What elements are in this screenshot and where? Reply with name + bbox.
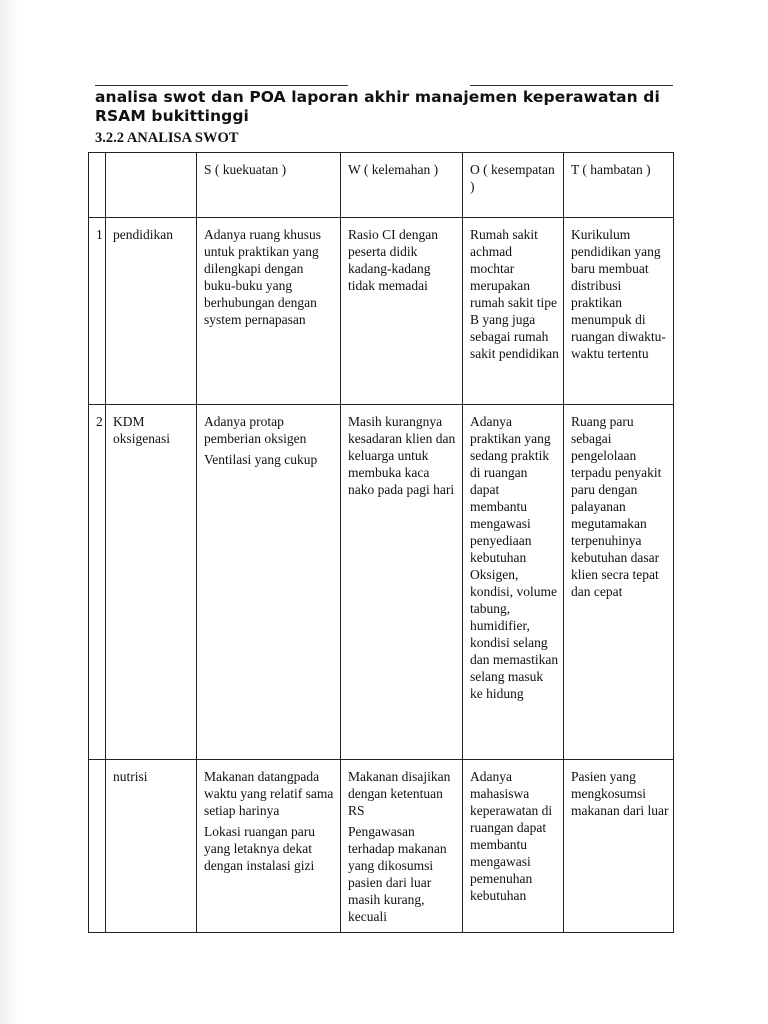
cell-text: Makanan datangpada waktu yang relatif sama setiap harinya	[204, 769, 334, 818]
header-rule-left	[95, 85, 348, 86]
strength-cell	[197, 760, 341, 933]
threat-cell	[564, 218, 674, 405]
opportunity-cell	[463, 760, 564, 933]
cell-text: Rasio CI dengan peserta didik kadang-kadang tidak memadai	[348, 227, 438, 293]
document-title: analisa swot dan POA laporan akhir manajemen keperawatan di RSAM bukittinggi	[95, 88, 660, 125]
header-rule-right	[470, 85, 673, 86]
header-strength: S ( kuekuatan )	[197, 153, 341, 218]
table-header-row	[89, 153, 674, 218]
row-number: 2	[89, 405, 106, 760]
cell-text: Kurikulum pendidikan yang baru membuat distribusi praktikan menumpuk di ruangan diwaktu-waktu tertentu	[571, 227, 666, 361]
cell-text: Ventilasi yang cukup	[204, 452, 318, 467]
strength-cell	[197, 405, 341, 760]
cell-text: Lokasi ruangan paru yang letaknya dekat dengan instalasi gizi	[204, 824, 315, 873]
section-heading: 3.2.2 ANALISA SWOT	[95, 130, 239, 146]
cell-text: Pengawasan terhadap makanan yang dikosumsi pasien dari luar masih kurang, kecuali	[348, 824, 447, 924]
opportunity-cell	[463, 405, 564, 760]
cell-text: Adanya praktikan yang sedang praktik di ruangan dapat membantu mengawasi penyediaan kebutuhan Oksigen, kondisi, volume tabung, humidifier, kondisi selang dan memastikan selang masuk ke hidung	[470, 414, 559, 701]
cell-text: Adanya ruang khusus untuk praktikan yang dilengkapi dengan buku-buku yang berhubungan dengan system pernapasan	[204, 227, 321, 327]
cell-text: Masih kurangnya kesadaran klien dan keluarga untuk membuka kaca nako pada pagi hari	[348, 414, 456, 497]
table-row	[89, 405, 674, 760]
row-number: 1	[89, 218, 106, 405]
threat-cell	[564, 760, 674, 933]
threat-cell	[564, 405, 674, 760]
cell-text: Ruang paru sebagai pengelolaan terpadu penyakit paru dengan palayanan megutamakan terpenuhinya kebutuhan dasar klien secra tepat dan cepat	[571, 414, 662, 599]
page-edge-shadow	[0, 0, 18, 1024]
row-category: KDM oksigenasi	[106, 405, 197, 760]
row-number	[89, 760, 106, 933]
cell-text: Rumah sakit achmad mochtar merupakan rumah sakit tipe B yang juga sebagai rumah sakit pendidikan	[470, 227, 559, 361]
strength-cell	[197, 218, 341, 405]
cell-text: Adanya protap pemberian oksigen	[204, 414, 307, 446]
header-opportunity: O ( kesempatan )	[463, 153, 564, 218]
row-category: nutrisi	[106, 760, 197, 933]
weakness-cell	[341, 760, 463, 933]
table-row	[89, 760, 674, 933]
cell-text: Makanan disajikan dengan ketentuan RS	[348, 769, 451, 818]
header-no-cell	[89, 153, 106, 218]
table-row	[89, 218, 674, 405]
header-threat: T ( hambatan )	[564, 153, 674, 218]
weakness-cell	[341, 218, 463, 405]
cell-text: Adanya mahasiswa keperawatan di ruangan dapat membantu mengawasi pemenuhan kebutuhan	[470, 769, 553, 903]
row-category: pendidikan	[106, 218, 197, 405]
header-category-cell	[106, 153, 197, 218]
weakness-cell	[341, 405, 463, 760]
swot-table	[88, 152, 674, 933]
opportunity-cell	[463, 218, 564, 405]
cell-text: Pasien yang mengkosumsi makanan dari luar	[571, 769, 669, 818]
header-weakness: W ( kelemahan )	[341, 153, 463, 218]
